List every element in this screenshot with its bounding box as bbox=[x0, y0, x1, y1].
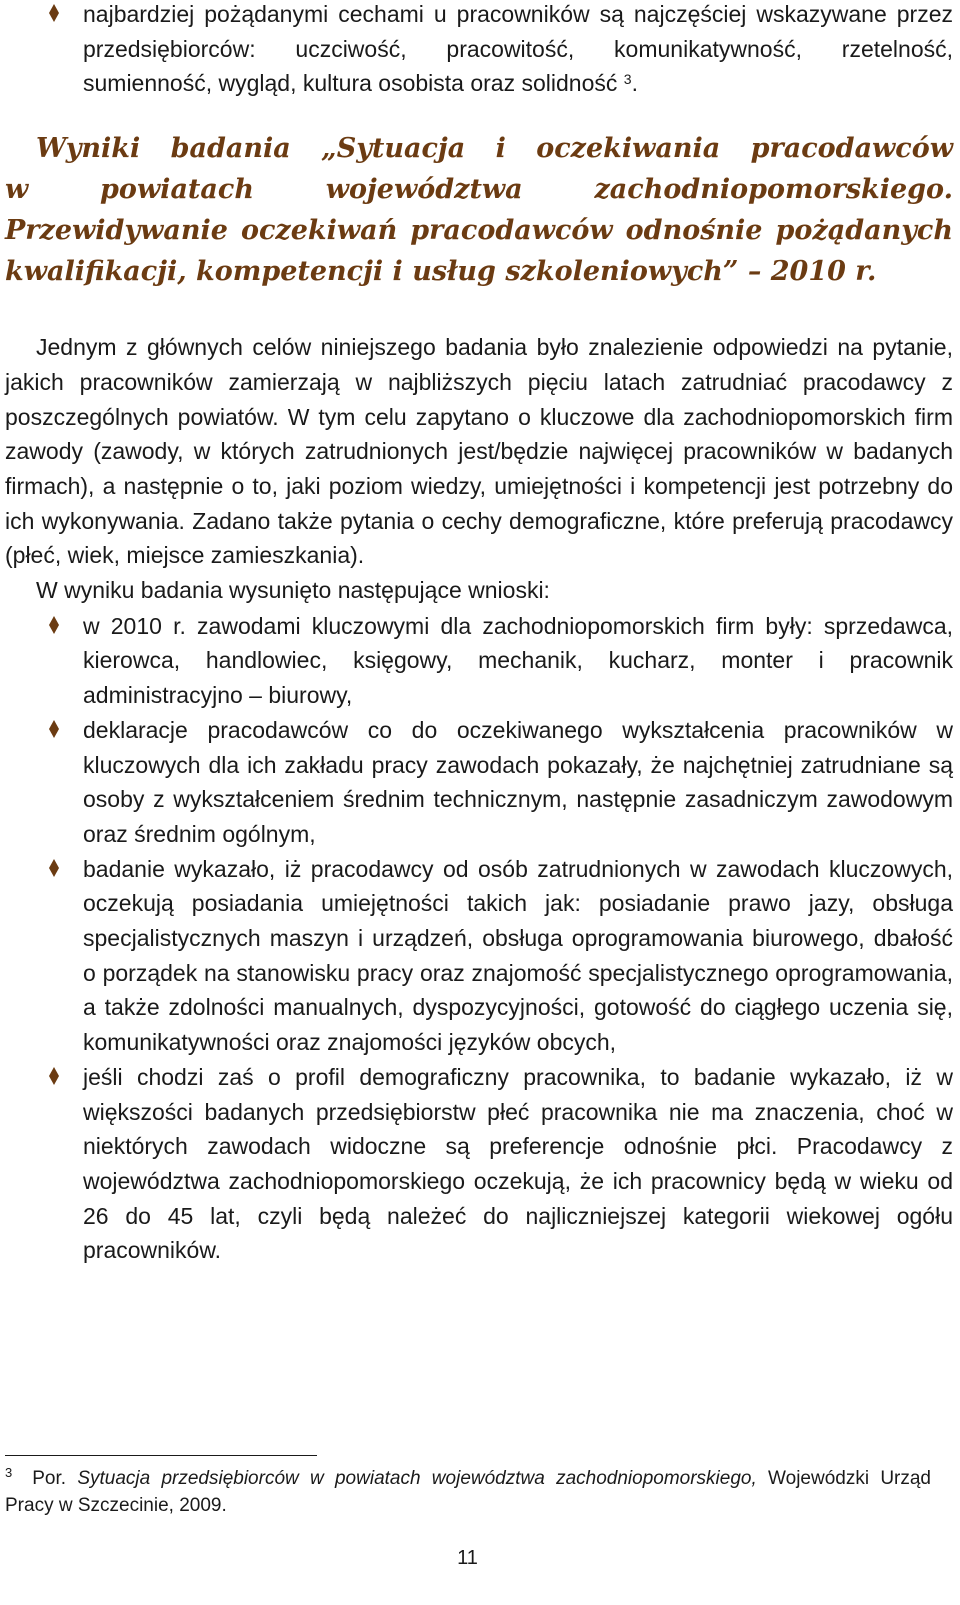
diamond-bullet-icon bbox=[47, 858, 61, 878]
footnote-title: Sytuacja przedsiębiorców w powiatach województwa zachodniopomorskiego, bbox=[77, 1468, 757, 1489]
footnote-rest: Wojewódzki Urząd Pracy w Szczecinie, 2009. bbox=[5, 1468, 931, 1516]
diamond-bullet-icon bbox=[47, 615, 61, 635]
diamond-bullet-icon bbox=[47, 719, 61, 739]
list-item-text: jeśli chodzi zaś o profil demograficzny pracownika, to badanie wykazało, iż w większości badanych przedsiębiorstw płeć pracownika nie ma znaczenia, choć w niektórych zawodach widoczne są preferencje odnośnie płci. Pracodawcy z województwa zachodniopomorskiego oczekują, że ich pracownicy będą w wieku od 26 do 45 lat, czyli będą należeć do najliczniejszej kategorii wiekowej ogółu pracowników. bbox=[83, 1063, 953, 1264]
list-item-text: w 2010 r. zawodami kluczowymi dla zachodniopomorskich firm były: sprzedawca, kierowca, handlowiec, księgowy, mechanik, kucharz, monter i pracownik administracyjno – biurowy, bbox=[83, 612, 953, 709]
diamond-bullet-icon bbox=[47, 3, 61, 23]
list-item-text: deklaracje pracodawców co do oczekiwanego wykształcenia pracowników w kluczowych dla ich zakładu pracy zawodach pokazały, że najchętniej zatrudniane są osoby z wykształceniem średnim technicznym, następnie zasadniczym zawodowym oraz średnim ogólnym, bbox=[83, 716, 953, 847]
footnote bbox=[5, 1465, 931, 1519]
diamond-bullet-icon bbox=[47, 1066, 61, 1086]
list-item bbox=[5, 1060, 953, 1268]
heading-rest: w powiatach województwa zachodniopomorskiego. Przewidywanie oczekiwań pracodawców odnośnie pożądanych kwalifikacji, kompetencji i usług szkoleniowych” – 2010 r. bbox=[5, 174, 953, 288]
list-item bbox=[5, 852, 953, 1060]
conclusions-intro: W wyniku badania wysunięto następujące wnioski: bbox=[36, 577, 550, 604]
list-item bbox=[5, 713, 953, 852]
page-number: 11 bbox=[457, 1547, 478, 1569]
document-page bbox=[5, 0, 953, 1268]
footnote-reference: 3 bbox=[623, 71, 632, 88]
list-item bbox=[5, 609, 953, 713]
footnote-separator bbox=[5, 1455, 317, 1456]
heading-line-1: Wyniki badania „Sytuacja i oczekiwania pracodawców bbox=[36, 133, 953, 165]
list-item-text: badanie wykazało, iż pracodawcy od osób zatrudnionych w zawodach kluczowych, oczekują posiadania umiejętności takich jak: posiadanie prawo jazy, obsługa specjalistycznych maszyn i urządzeń, obsługa oprogramowania biurowego, dbałość o porządek na stanowisku pracy oraz znajomość specjalistycznego oprogramowania, a także zdolności manualnych, dyspozycyjności, gotowość do ciągłego uczenia się, komunikatywności oraz znajomości języków obcych, bbox=[83, 855, 953, 1056]
section-heading bbox=[5, 128, 953, 292]
list-item bbox=[5, 0, 953, 101]
body-paragraph: Jednym z głównych celów niniejszego badania było znalezienie odpowiedzi na pytanie, jakich pracowników zamierzają w najbliższych pięciu latach zatrudniać pracodawcy z poszczególnych powiatów. W tym celu zapytano o kluczowe dla zachodniopomorskich firm zawody (zawody, w których zatrudnionych jest/będzie najwięcej pracowników w badanych firmach), a następnie o to, jaki poziom wiedzy, umiejętności i kompetencji jest potrzebny do ich wykonywania. Zadano także pytania o cechy demograficzne, które preferują pracodawcy (płeć, wiek, miejsce zamieszkania). bbox=[5, 334, 953, 569]
footnote-mark: 3 bbox=[5, 1465, 13, 1480]
footnote-prefix: Por. bbox=[32, 1468, 67, 1489]
conclusions-list bbox=[5, 609, 953, 1268]
list-item-text: najbardziej pożądanymi cechami u pracowników są najczęściej wskazywane przez przedsiębiorców: uczciwość, pracowitość, komunikatywność, rzetelność, sumienność, wygląd, kultura osobista oraz solidność $^3$. bbox=[83, 1, 953, 97]
